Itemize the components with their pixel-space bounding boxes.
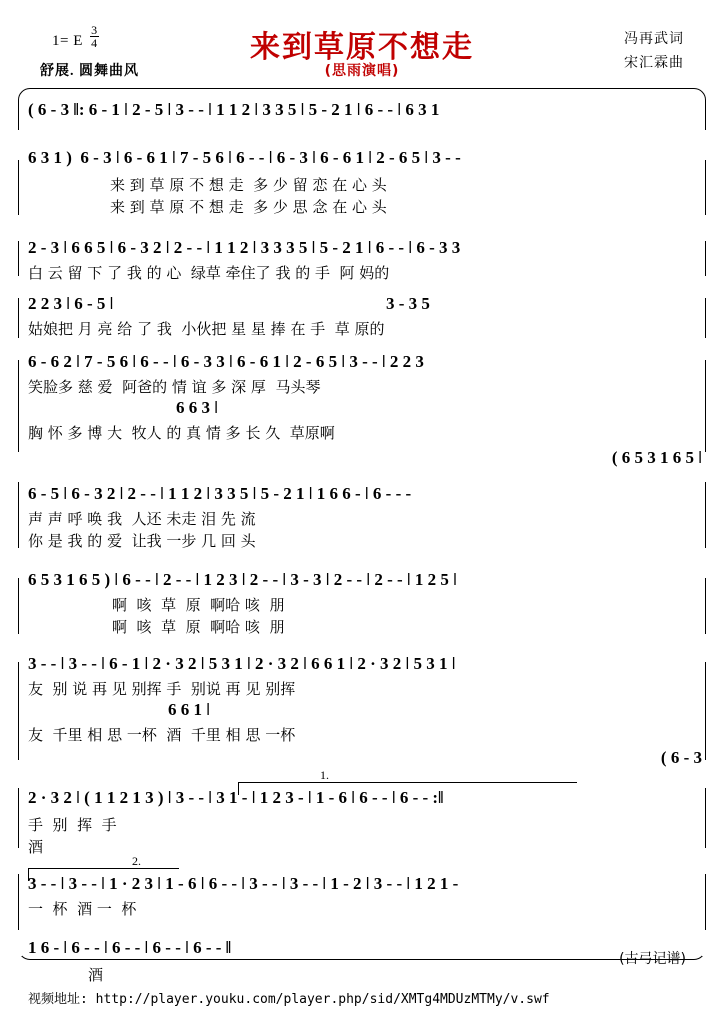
border-gap xyxy=(16,215,22,241)
border-gap xyxy=(702,452,708,482)
video-url-label: 视频地址: xyxy=(28,992,88,1007)
border-gap xyxy=(16,338,22,360)
border-gap xyxy=(16,634,22,662)
border-gap xyxy=(16,848,22,874)
note-line: 6 5 3 1 6 5 ) ǀ 6 - - ǀ 2 - - ǀ 1 2 3 ǀ 2 - - ǀ 3 - 3 ǀ 2 - - ǀ 2 - - ǀ 1 2 5 ǀ xyxy=(28,570,457,589)
video-url-line xyxy=(28,988,550,1007)
note-line-mid: 6 6 1 ǀ xyxy=(168,700,210,719)
border-gap xyxy=(16,548,22,578)
lyric-line-1: 白 云 留 下 了 我 的 心 绿草 牵住了 我 的 手 阿 妈的 xyxy=(28,264,390,282)
lyric-line-2: 啊 咳 草 原 啊哈 咳 朋 xyxy=(112,618,285,636)
lyric-line-2: 酒 xyxy=(28,838,44,856)
border-gap xyxy=(16,930,22,956)
border-gap xyxy=(16,760,22,788)
lyric-line-1: 友 别 说 再 见 别挥 手 别说 再 见 别挥 xyxy=(28,680,296,698)
repeat-number-2: 2. xyxy=(132,854,141,868)
key-label: 1= xyxy=(52,33,69,49)
time-denominator: 4 xyxy=(91,36,98,50)
note-line: 2 · 3 2 ǀ ( 1 1 2 1 3 ) ǀ 3 - - ǀ 3 1 - ǀ 1 2 3 - ǀ 1 - 6 ǀ 6 - - ǀ 6 - - :‖ xyxy=(28,788,444,807)
lyric-line-1: 声 声 呼 唤 我 人还 未走 泪 先 流 xyxy=(28,510,256,528)
lyric-line-1: 手 别 挥 手 xyxy=(28,816,117,834)
lyric-line-1: 笑脸多 慈 爱 阿爸的 情 谊 多 深 厚 马头琴 xyxy=(28,378,321,396)
key-value: E xyxy=(73,33,83,49)
border-gap xyxy=(16,130,22,160)
repeat-number-1: 1. xyxy=(320,768,329,782)
border-gap xyxy=(702,760,708,788)
style-note: 舒展. 圆舞曲风 xyxy=(40,64,139,79)
lyric-line-1: 姑娘把 月 亮 给 了 我 小伙把 星 星 捧 在 手 草 原的 xyxy=(28,320,385,338)
border-gap xyxy=(16,452,22,482)
lyric-line-2: 友 千里 相 思 一杯 酒 千里 相 思 一杯 xyxy=(28,726,296,744)
note-line-mid: 6 6 3 ǀ xyxy=(176,398,218,417)
page-subtitle: (思雨演唱) xyxy=(324,63,400,79)
note-line: 1 6 - ǀ 6 - - ǀ 6 - - ǀ 6 - - ǀ 6 - - ‖ xyxy=(28,938,232,957)
transcriber-credit: (古弓记谱) xyxy=(619,951,686,967)
credit-composer: 宋汇霖曲 xyxy=(624,56,684,71)
lyric-line-1: 酒 xyxy=(88,966,104,984)
note-line: 6 - 6 2 ǀ 7 - 5 6 ǀ 6 - - ǀ 6 - 3 3 ǀ 6 - 6 1 ǀ 2 - 6 5 ǀ 3 - - ǀ 2 2 3 xyxy=(28,352,424,371)
note-line: ( 6 - 3 ‖: 6 - 1 ǀ 2 - 5 ǀ 3 - - ǀ 1 1 2 ǀ 3 3 5 ǀ 5 - 2 1 ǀ 6 - - ǀ 6 3 1 xyxy=(28,100,440,119)
note-line: 2 - 3 ǀ 6 6 5 ǀ 6 - 3 2 ǀ 2 - - ǀ 1 1 2 ǀ 3 3 3 5 ǀ 5 - 2 1 ǀ 6 - - ǀ 6 - 3 3 xyxy=(28,238,461,257)
lyric-line-1: 来 到 草 原 不 想 走 多 少 留 恋 在 心 头 xyxy=(110,176,387,194)
note-line: 6 3 1 ) 6 - 3 ǀ 6 - 6 1 ǀ 7 - 5 6 ǀ 6 - - ǀ 6 - 3 ǀ 6 - 6 1 ǀ 2 - 6 5 ǀ 3 - - xyxy=(28,148,461,167)
time-numerator: 3 xyxy=(91,23,98,37)
lyric-line-1: 一 杯 酒 一 杯 xyxy=(28,900,137,918)
note-line-tail: ( 6 - 3 xyxy=(660,748,702,767)
credit-lyricist: 冯再武词 xyxy=(624,32,684,47)
page-title: 来到草原不想走 xyxy=(250,30,474,65)
lyric-line-2: 你 是 我 的 爱 让我 一步 几 回 头 xyxy=(28,532,256,550)
note-line: 6 - 5 ǀ 6 - 3 2 ǀ 2 - - ǀ 1 1 2 ǀ 3 3 5 ǀ 5 - 2 1 ǀ 1 6 6 - ǀ 6 - - - xyxy=(28,484,412,503)
note-line: 3 - - ǀ 3 - - ǀ 6 - 1 ǀ 2 · 3 2 ǀ 5 3 1 ǀ 2 · 3 2 ǀ 6 6 1 ǀ 2 · 3 2 ǀ 5 3 1 ǀ xyxy=(28,654,456,673)
note-line-tail: ( 6 5 3 1 6 5 ǀ xyxy=(611,448,702,467)
note-line: 3 - - ǀ 3 - - ǀ 1 · 2 3 ǀ 1 - 6 ǀ 6 - - ǀ 3 - - ǀ 3 - - ǀ 1 - 2 ǀ 3 - - ǀ 1 2 1 - xyxy=(28,874,459,893)
lyric-line-2: 胸 怀 多 博 大 牧人 的 真 情 多 长 久 草原啊 xyxy=(28,424,335,442)
video-url: http://player.youku.com/player.php/sid/XMTg4MDUzMTMy/v.swf xyxy=(95,992,550,1007)
lyric-line-1: 啊 咳 草 原 啊哈 咳 朋 xyxy=(112,596,285,614)
note-line: 2 2 3 ǀ 6 - 5 ǀ xyxy=(28,294,114,313)
lyric-line-2: 来 到 草 原 不 想 走 多 少 思 念 在 心 头 xyxy=(110,198,387,216)
border-gap xyxy=(16,276,22,298)
note-line-right: 3 - 3 5 xyxy=(386,294,430,313)
